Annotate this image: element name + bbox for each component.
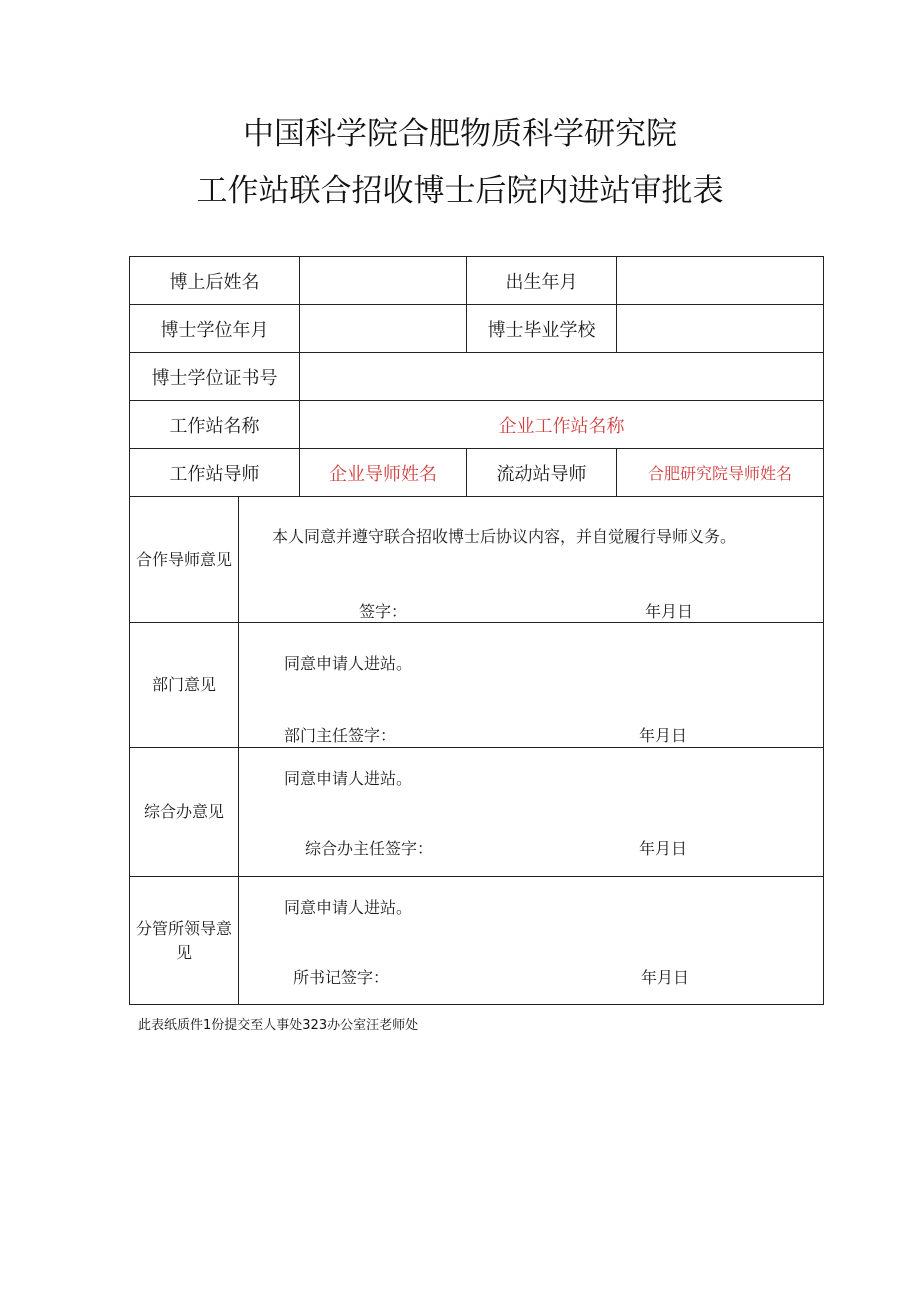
form-title-line2: 工作站联合招收博士后院内进站审批表	[196, 173, 724, 209]
leader-date-label: 年月日	[641, 968, 690, 987]
label-certificate-number: 博士学位证书号	[130, 353, 300, 401]
table-row-coop-opinion	[130, 497, 824, 623]
label-postdoc-name: 博上后姓名	[130, 257, 300, 305]
dept-opinion-text: 同意申请人进站。	[284, 654, 413, 673]
label-doctorate-date: 博士学位年月	[130, 305, 300, 353]
office-opinion-cell[interactable]	[239, 748, 824, 877]
field-doctorate-date[interactable]	[300, 305, 467, 353]
dept-date-label: 年月日	[639, 726, 688, 745]
coop-opinion-cell[interactable]	[239, 497, 824, 623]
coop-date-label: 年月日	[645, 602, 694, 621]
field-certificate-number[interactable]	[300, 353, 824, 401]
label-dept-opinion-text: 部门意见	[151, 675, 216, 694]
office-date-label: 年月日	[639, 839, 688, 858]
table-row-station-name	[130, 401, 824, 449]
label-leader-opinion-text: 分管所领导意见	[135, 918, 232, 962]
label-coop-mentor-opinion-text: 合作导师意见	[135, 549, 232, 569]
label-office-opinion-text: 综合办意见	[143, 802, 224, 821]
approval-form-table	[129, 256, 824, 1005]
coop-sign-label: 签字：	[359, 602, 408, 621]
label-graduate-school: 博士毕业学校	[467, 305, 617, 353]
table-row-doctorate	[130, 305, 824, 353]
office-opinion-text: 同意申请人进站。	[284, 769, 413, 788]
form-title-line1: 中国科学院合肥物质科学研究院	[243, 116, 677, 152]
label-dept-opinion	[130, 623, 239, 748]
dept-sign-label: 部门主任签字：	[284, 726, 397, 745]
field-mobile-station-mentor[interactable]: 合肥研究院导师姓名	[617, 449, 824, 497]
table-row-mentors	[130, 449, 824, 497]
table-row-dept-opinion	[130, 623, 824, 748]
leader-opinion-cell[interactable]	[239, 877, 824, 1005]
field-station-mentor[interactable]: 企业导师姓名	[300, 449, 467, 497]
field-birth-date[interactable]	[617, 257, 824, 305]
leader-opinion-text: 同意申请人进站。	[284, 898, 413, 917]
label-office-opinion	[130, 748, 239, 877]
label-coop-mentor-opinion	[130, 497, 239, 623]
submission-footnote: 此表纸质件1份提交至人事处323办公室汪老师处	[138, 1018, 419, 1033]
field-station-name[interactable]: 企业工作站名称	[300, 401, 824, 449]
label-mobile-station-mentor: 流动站导师	[467, 449, 617, 497]
field-postdoc-name[interactable]	[300, 257, 467, 305]
label-station-name: 工作站名称	[130, 401, 300, 449]
office-sign-label: 综合办主任签字：	[305, 839, 434, 858]
coop-opinion-text: 本人同意并遵守联合招收博士后协议内容，并自觉履行导师义务。	[272, 527, 737, 546]
table-row-office-opinion	[130, 748, 824, 877]
field-graduate-school[interactable]	[617, 305, 824, 353]
table-row-certificate	[130, 353, 824, 401]
label-leader-opinion	[130, 877, 239, 1005]
label-station-mentor: 工作站导师	[130, 449, 300, 497]
leader-sign-label: 所书记签字：	[293, 968, 390, 987]
label-birth-date: 出生年月	[467, 257, 617, 305]
dept-opinion-cell[interactable]	[239, 623, 824, 748]
table-row-leader-opinion	[130, 877, 824, 1005]
table-row-postdoc-name	[130, 257, 824, 305]
